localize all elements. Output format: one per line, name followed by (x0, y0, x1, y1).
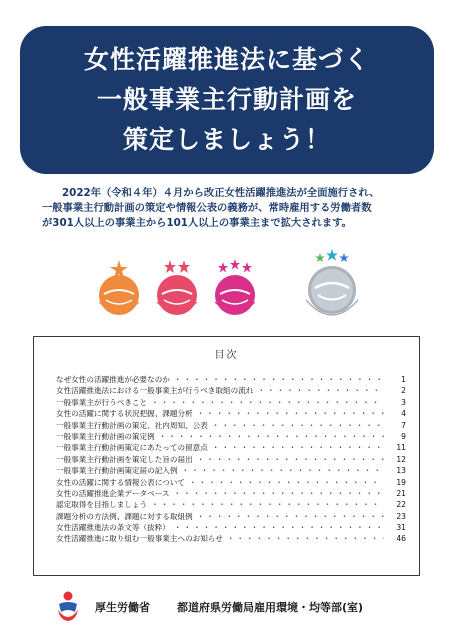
intro-line-1: 2022年（令和４年）４月から改正女性活躍推進法が全面施行され、 (62, 187, 380, 199)
toc-dot-leader (257, 385, 384, 396)
toc-row (56, 442, 406, 453)
toc-item-page: 23 (396, 511, 406, 521)
toc-item-title: 女性活躍推進法の条文等（抜粋） (56, 523, 170, 533)
toc-item-title: 一般事業主行動計画を策定した旨の届出 (56, 454, 193, 464)
toc-row (56, 465, 406, 476)
toc-item-page: 22 (396, 500, 406, 510)
department-name: 都道府県労働局雇用環境・均等部(室) (177, 601, 364, 614)
toc-row (56, 499, 406, 510)
toc-dot-leader (197, 454, 384, 465)
toc-item-title: 一般事業主行動計画の策定、社内周知、公表 (56, 420, 208, 430)
toc-item-title: 課題分析の方法例、課題に対する取組例 (56, 511, 193, 521)
toc-item-title: 女性の活躍に関する状況把握、課題分析 (56, 409, 193, 419)
toc-item-page: 21 (396, 488, 406, 498)
toc-dot-leader (197, 511, 384, 522)
toc-item-title: 女性の活躍推進企業データベース (56, 488, 170, 498)
toc-row (56, 522, 406, 533)
toc-dot-leader (151, 397, 384, 408)
toc-dot-leader (212, 442, 384, 453)
toc-dot-leader (159, 431, 384, 442)
toc-row (56, 511, 406, 522)
toc-row (56, 408, 406, 419)
toc-item-page: 19 (396, 477, 406, 487)
toc-item-page: 11 (396, 443, 406, 453)
toc-dot-leader (227, 533, 384, 544)
toc-item-title: なぜ女性の活躍推進が必要なのか (56, 375, 170, 384)
toc-item-title: 認定取得を目指しましょう (56, 500, 148, 510)
toc-item-page: 1 (401, 375, 406, 384)
toc-dot-leader (212, 420, 384, 431)
toc-item-page: 12 (396, 454, 406, 464)
toc-heading: 目次 (214, 350, 239, 361)
toc-row (56, 420, 406, 431)
toc-item-title: 女性の活躍に関する情報公表について (56, 477, 185, 487)
toc-item-page: 4 (401, 409, 406, 419)
toc-row (56, 431, 406, 442)
toc-dot-leader (174, 522, 384, 533)
ministry-logo-icon (55, 590, 81, 622)
toc-dot-leader (182, 465, 385, 476)
toc-item-title: 女性活躍推進法における一般事業主が行うべき取組の流れ (56, 386, 254, 396)
toc-item-page: 7 (401, 420, 406, 430)
toc-item-title: 一般事業主行動計画策定にあたっての留意点 (56, 443, 208, 453)
toc-dot-leader (151, 499, 384, 510)
title-line-3: 策定しましょう！ (122, 125, 331, 154)
toc-row (56, 397, 406, 408)
toc-dot-leader (197, 408, 384, 419)
table-of-contents (33, 336, 420, 576)
title-line-2: 一般事業主行動計画を (96, 85, 357, 114)
toc-dot-leader (174, 374, 384, 385)
toc-row (56, 385, 406, 396)
title-banner (20, 26, 434, 174)
intro-text (42, 186, 422, 231)
toc-item-page: 13 (396, 466, 406, 476)
toc-list (56, 374, 406, 545)
toc-row (56, 533, 406, 544)
toc-dot-leader (189, 477, 384, 488)
toc-item-page: 46 (396, 534, 406, 544)
ministry-name: 厚生労働省 (95, 601, 150, 614)
platinum-eruboshi-mark-icon (298, 248, 366, 328)
toc-row (56, 374, 406, 385)
toc-item-page: 31 (396, 523, 406, 533)
toc-row (56, 488, 406, 499)
toc-row (56, 454, 406, 465)
toc-item-title: 一般事業主行動計画策定届の記入例 (56, 466, 178, 476)
eruboshi-mark-icon (90, 258, 148, 320)
toc-item-page: 3 (401, 397, 406, 407)
toc-item-page: 2 (401, 386, 406, 396)
toc-item-title: 一般事業主行動計画の策定例 (56, 431, 155, 441)
eruboshi-mark-icon (206, 258, 264, 320)
toc-row (56, 477, 406, 488)
toc-item-title: 女性活躍推進に取り組む一般事業主へのお知らせ (56, 534, 223, 544)
intro-line-3: が301人以上の事業主から101人以上の事業主まで拡大されます。 (42, 217, 352, 229)
footer (55, 588, 435, 624)
toc-item-title: 一般事業主が行うべきこと (56, 397, 148, 407)
intro-line-2: 一般事業主行動計画の策定や情報公表の義務が、常時雇用する労働者数 (42, 202, 372, 214)
toc-dot-leader (174, 488, 384, 499)
certification-marks (0, 248, 455, 328)
toc-item-page: 9 (401, 431, 406, 441)
eruboshi-mark-icon (148, 258, 206, 320)
title-line-1: 女性活躍推進法に基づく (83, 45, 370, 74)
